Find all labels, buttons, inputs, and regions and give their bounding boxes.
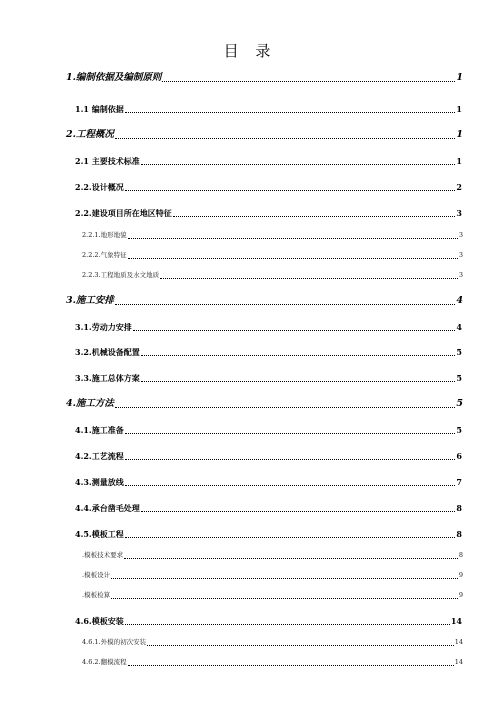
- toc-leader-dots: [125, 432, 456, 434]
- toc-entry-page: 3: [458, 231, 463, 239]
- toc-leader-dots: [141, 163, 456, 165]
- toc-entry-page: 6: [456, 451, 462, 461]
- toc-leader-dots: [141, 380, 456, 382]
- toc-entry-page: 5: [456, 347, 462, 357]
- toc-entry[interactable]: [75, 424, 462, 436]
- toc-entry-label: 3.1.劳动力安排: [75, 322, 132, 332]
- toc-leader-dots: [141, 354, 456, 356]
- toc-entry-page: 8: [458, 551, 463, 559]
- toc-leader-dots: [128, 257, 458, 259]
- toc-entry-label: 4.1.施工准备: [75, 425, 124, 435]
- toc-entry[interactable]: [82, 589, 463, 601]
- toc-entry-page: 9: [458, 591, 463, 599]
- toc-entry-page: 14: [454, 658, 463, 666]
- toc-entry-label: 2.2.设计概况: [75, 182, 124, 192]
- toc-entry-page: 14: [454, 638, 463, 646]
- toc-entry-page: 3: [456, 208, 462, 218]
- toc-leader-dots: [125, 484, 456, 486]
- toc-entry-page: 1: [456, 129, 463, 140]
- toc-entry-label: 4.6.2.翻模流程: [82, 658, 127, 666]
- toc-entry[interactable]: [82, 569, 463, 581]
- toc-entry-label: 2.2.3.工程地质及水文地质: [82, 271, 160, 279]
- toc-leader-dots: [173, 215, 456, 217]
- toc-entry-label: 4.6.模板安装: [75, 616, 124, 626]
- toc-entry[interactable]: [75, 103, 462, 115]
- toc-entry-page: 4: [456, 295, 463, 306]
- toc-leader-dots: [128, 664, 454, 666]
- toc-entry-page: 1: [456, 156, 462, 166]
- toc-entry-page: 3: [458, 251, 463, 259]
- toc-entry-page: 8: [456, 529, 462, 539]
- toc-leader-dots: [125, 458, 456, 460]
- toc-entry[interactable]: [75, 502, 462, 514]
- toc-entry-label: 4.6.1.外模的初次安装: [82, 638, 147, 646]
- toc-entry[interactable]: [75, 321, 462, 333]
- toc-entry-label: .模板技术要求: [82, 551, 124, 559]
- toc-entry-label: 2.1 主要技术标准: [75, 156, 140, 166]
- toc-leader-dots: [147, 644, 454, 646]
- toc-entry[interactable]: [82, 249, 463, 261]
- toc-entry[interactable]: [75, 528, 462, 540]
- toc-entry[interactable]: [75, 372, 462, 384]
- toc-entry[interactable]: [75, 155, 462, 167]
- toc-entry[interactable]: [75, 476, 462, 488]
- toc-leader-dots: [111, 597, 458, 599]
- toc-entry-label: 2.工程概况: [66, 129, 114, 140]
- toc-leader-dots: [124, 557, 458, 559]
- toc-entry[interactable]: [66, 72, 463, 84]
- toc-leader-dots: [115, 406, 455, 408]
- toc-leader-dots: [115, 137, 455, 139]
- toc-entry-label: 2.2.建设项目所在地区特征: [75, 208, 172, 218]
- toc-entry-label: 1.1 编制依据: [75, 104, 124, 114]
- toc-entry[interactable]: [75, 207, 462, 219]
- page-title: 目 录: [223, 42, 277, 60]
- toc-entry-page: 4: [456, 322, 462, 332]
- toc-leader-dots: [111, 577, 458, 579]
- toc-entry[interactable]: [66, 295, 463, 307]
- toc-entry-page: 5: [456, 425, 462, 435]
- toc-entry[interactable]: [75, 346, 462, 358]
- toc-entry[interactable]: [82, 549, 463, 561]
- toc-leader-dots: [125, 623, 450, 625]
- toc-entry-label: 3.施工安排: [66, 295, 114, 306]
- toc-entry-page: 7: [456, 477, 462, 487]
- toc-entry[interactable]: [75, 450, 462, 462]
- toc-entry-label: 3.3.施工总体方案: [75, 373, 140, 383]
- toc-entry-page: 3: [458, 271, 463, 279]
- toc-entry[interactable]: [82, 229, 463, 241]
- toc-leader-dots: [115, 303, 455, 305]
- toc-entry-label: 4.4.承台凿毛处理: [75, 503, 140, 513]
- toc-leader-dots: [125, 189, 456, 191]
- toc-leader-dots: [133, 329, 456, 331]
- toc-leader-dots: [160, 277, 458, 279]
- toc-entry-label: 2.2.1.地形地貌: [82, 231, 127, 239]
- toc-entry-label: 1.编制依据及编制原则: [66, 72, 162, 83]
- toc-entry-page: 14: [450, 616, 462, 626]
- toc-entry[interactable]: [82, 269, 463, 281]
- toc-leader-dots: [128, 237, 458, 239]
- toc-entry-page: 2: [456, 182, 462, 192]
- toc-entry-page: 1: [456, 104, 462, 114]
- toc-leader-dots: [141, 510, 456, 512]
- toc-leader-dots: [162, 80, 455, 82]
- toc-entry[interactable]: [75, 615, 462, 627]
- toc-entry-label: .模板设计: [82, 571, 111, 579]
- toc-entry-page: 9: [458, 571, 463, 579]
- toc-entry-page: 5: [456, 373, 462, 383]
- toc-entry-page: 5: [456, 398, 463, 409]
- toc-leader-dots: [125, 111, 456, 113]
- toc-entry-label: 4.3.测量放线: [75, 477, 124, 487]
- toc-entry-label: .模板检算: [82, 591, 111, 599]
- toc-entry[interactable]: [82, 656, 463, 668]
- toc-entry-label: 4.5.模板工程: [75, 529, 124, 539]
- toc-entry-label: 3.2.机械设备配置: [75, 347, 140, 357]
- toc-entry-label: 4.施工方法: [66, 398, 114, 409]
- toc-entry[interactable]: [66, 129, 463, 141]
- toc-entry-page: 8: [456, 503, 462, 513]
- toc-entry-page: 1: [456, 72, 463, 83]
- toc-leader-dots: [125, 536, 456, 538]
- toc-entry[interactable]: [66, 398, 463, 410]
- toc-entry-label: 4.2.工艺流程: [75, 451, 124, 461]
- toc-entry-label: 2.2.2.气象特征: [82, 251, 127, 259]
- toc-entry[interactable]: [75, 181, 462, 193]
- toc-entry[interactable]: [82, 636, 463, 648]
